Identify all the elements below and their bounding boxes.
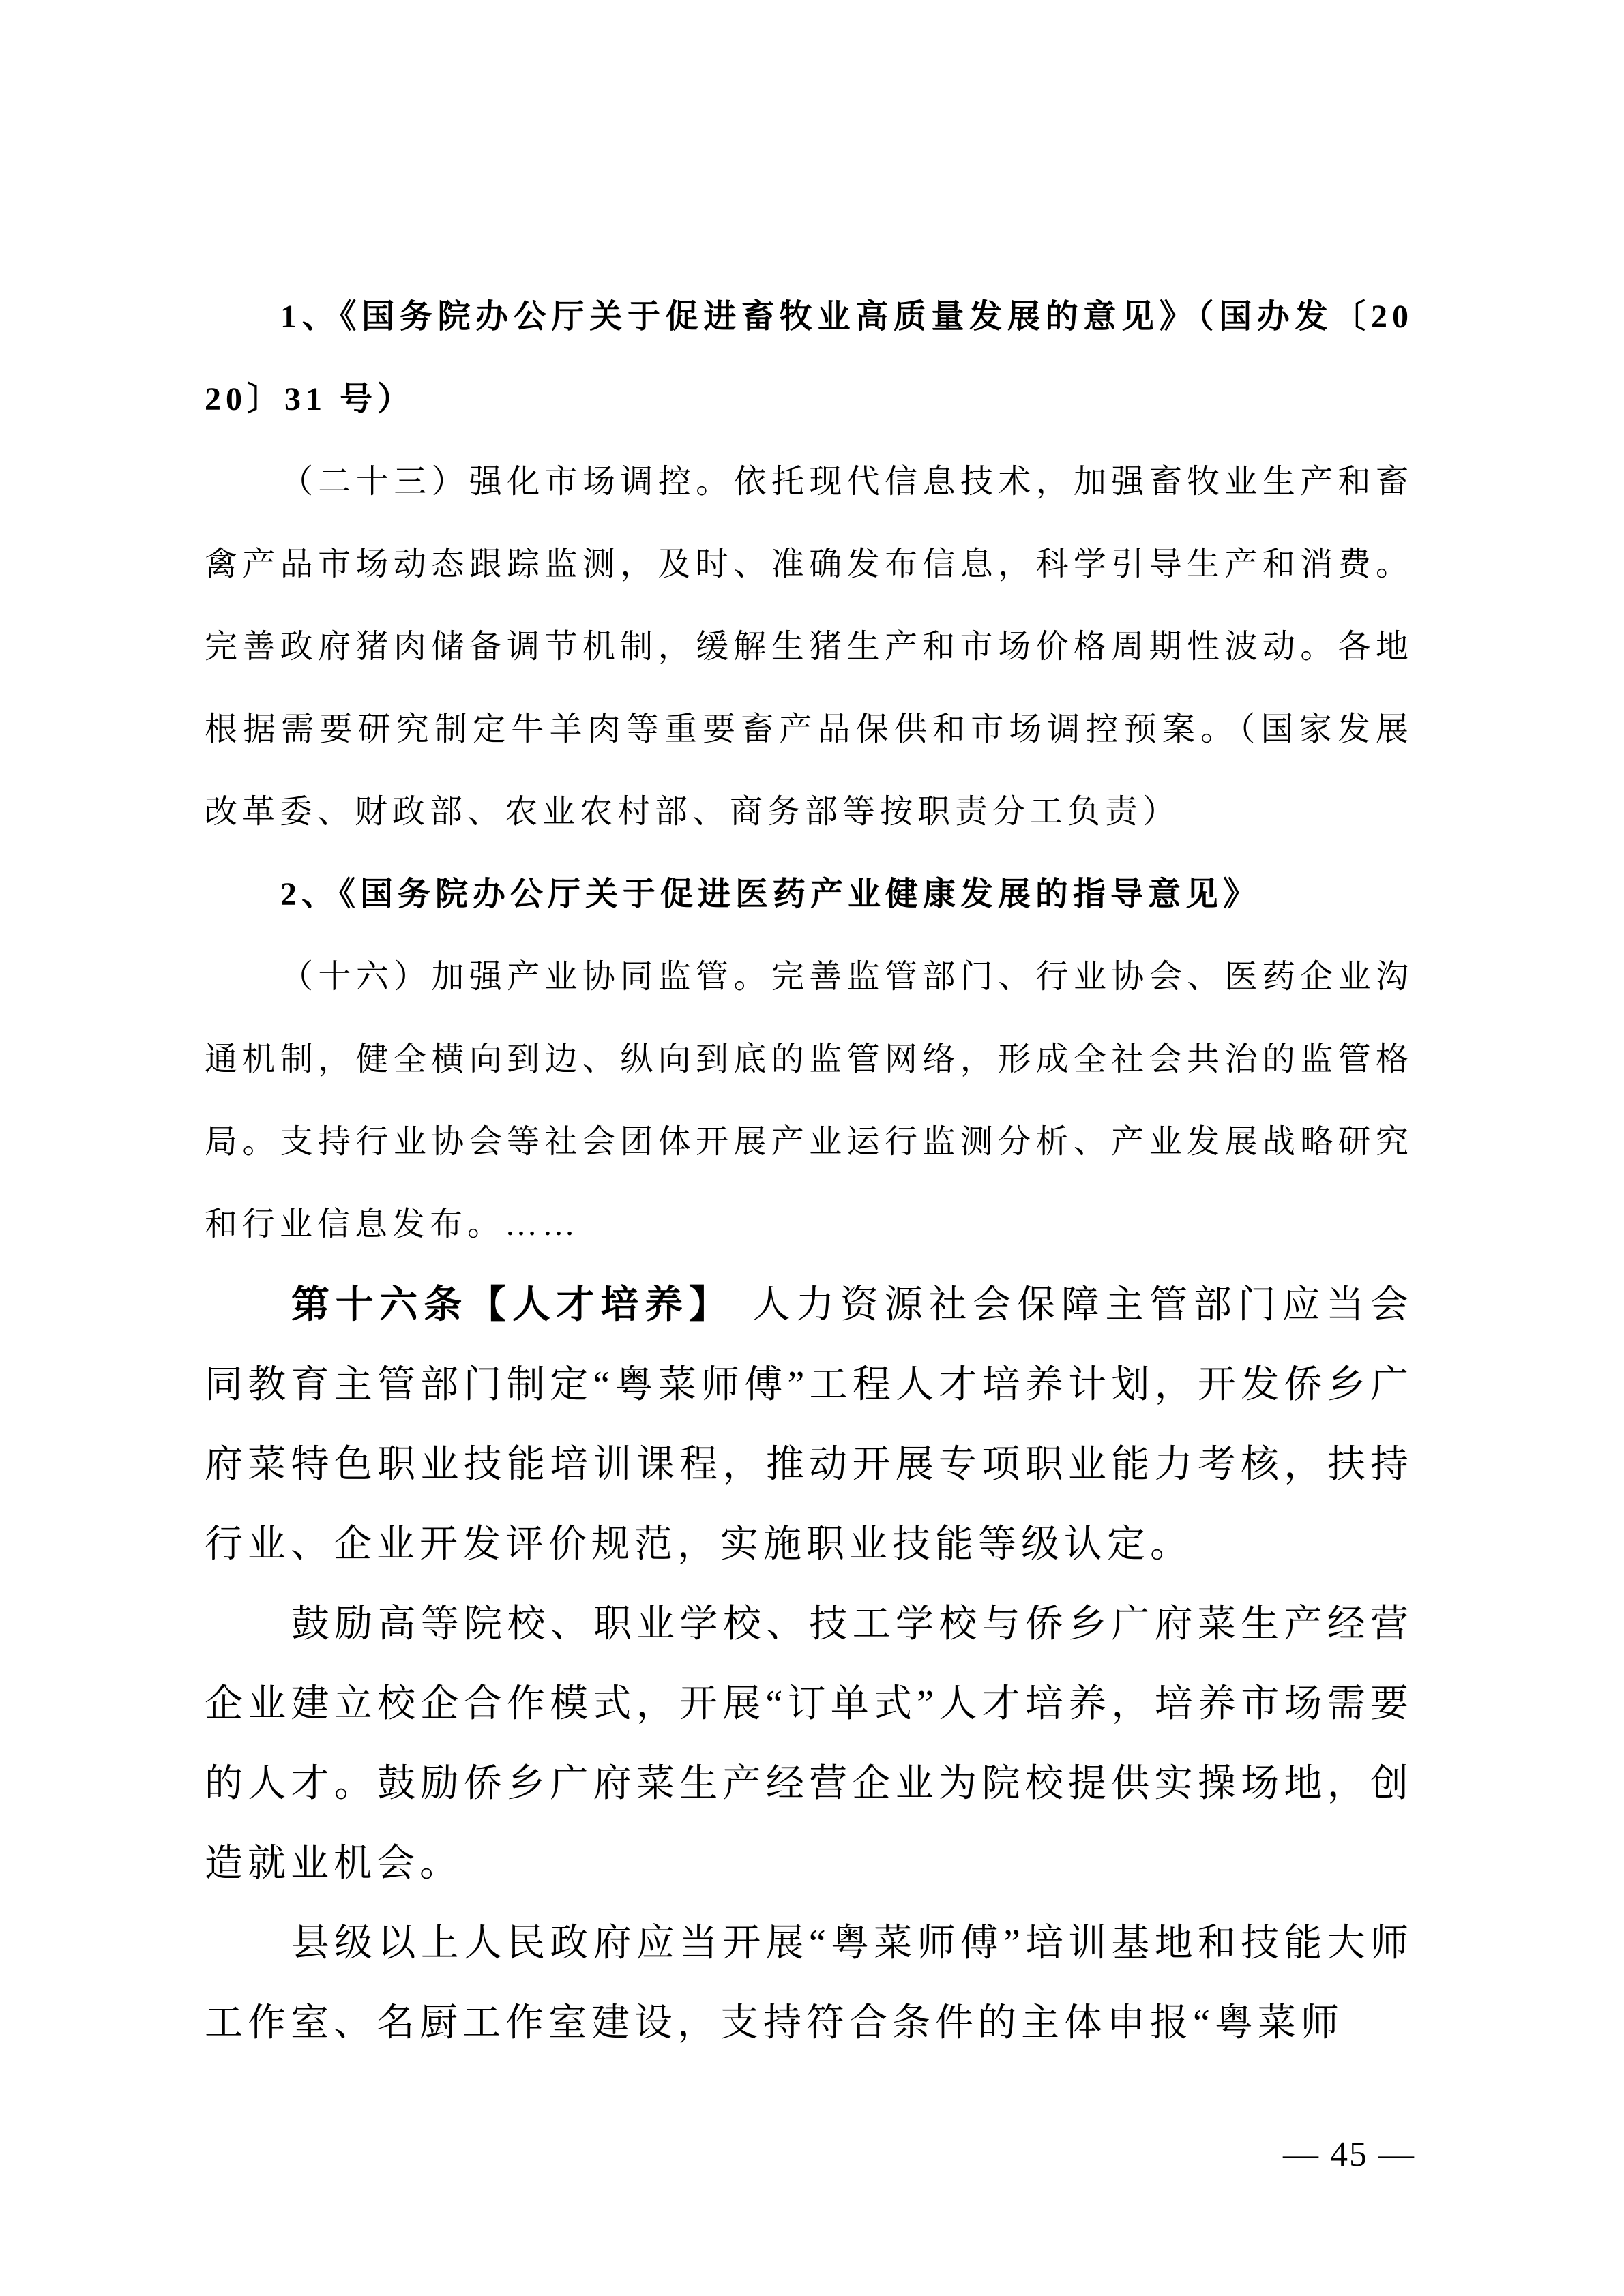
note-2-title: 2、《国务院办公厅关于促进医药产业健康发展的指导意见》 xyxy=(280,876,1261,912)
note-2-excerpt: （十六）加强产业协同监管。完善监管部门、行业协会、医药企业沟通机制，健全横向到边、纵向到底的监管网络，形成全社会共治的监管格局。支持行业协会等社会团体开展产业运行监测分析、产业发展战略研究和行业信息发布。…… xyxy=(205,959,1413,1242)
article-16-heading: 第十六条【人才培养】 xyxy=(291,1284,733,1326)
article-16-paragraph-2: 鼓励高等院校、职业学校、技工学校与侨乡广府菜生产经营企业建立校企合作模式，开展“订单式”人才培养，培养市场需要的人才。鼓励侨乡广府菜生产经营企业为院校提供实操场地，创造就业机会。 xyxy=(205,1603,1413,1885)
page-number: — 45 — xyxy=(1283,2135,1415,2174)
reference-notes-section xyxy=(205,275,1413,1266)
article-16-paragraph-1 xyxy=(205,1266,1413,1585)
note-1-excerpt: （二十三）强化市场调控。依托现代信息技术，加强畜牧业生产和畜禽产品市场动态跟踪监测，及时、准确发布信息，科学引导生产和消费。完善政府猪肉储备调节机制，缓解生猪生产和市场价格周期性波动。各地根据需要研究制定牛羊肉等重要畜产品保供和市场调控预案。（国家发展改革委、财政部、农业农村部、商务部等按职责分工负责） xyxy=(205,464,1413,830)
note-1-title: 1、《国务院办公厅关于促进畜牧业高质量发展的意见》（国办发〔2020〕31 号） xyxy=(205,299,1413,417)
article-16-paragraph-1-text: 人力资源社会保障主管部门应当会同教育主管部门制定“粤菜师傅”工程人才培养计划，开发侨乡广府菜特色职业技能培训课程，推动开展专项职业能力考核，扶持行业、企业开发评价规范，实施职业技能等级认定。 xyxy=(205,1284,1413,1566)
article-16-paragraph-3: 县级以上人民政府应当开展“粤菜师傅”培训基地和技能大师工作室、名厨工作室建设，支持符合条件的主体申报“粤菜师 xyxy=(205,1922,1413,2044)
document-body xyxy=(205,275,1413,2063)
article-16-section xyxy=(205,1266,1413,2063)
